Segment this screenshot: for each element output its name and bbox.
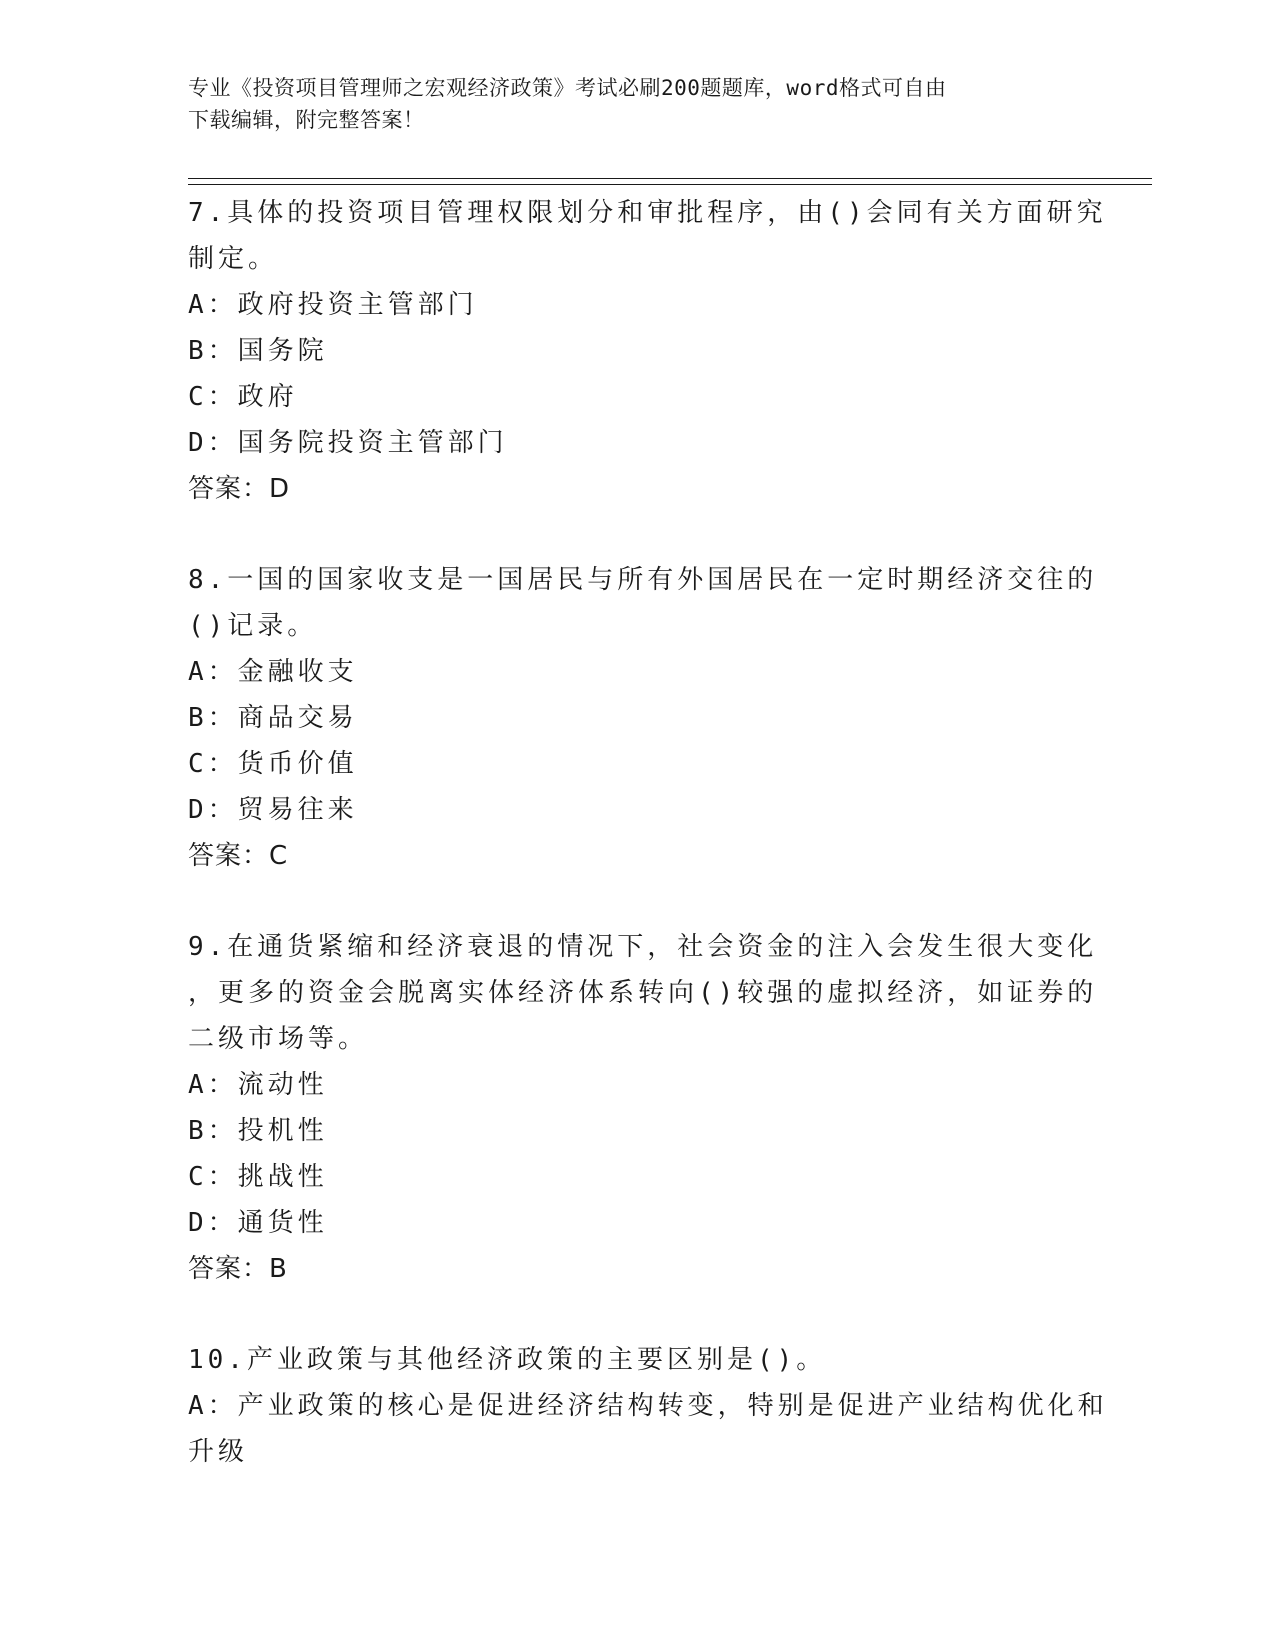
question-stem-line: 10.产业政策与其他经济政策的主要区别是()。 [188,1345,827,1375]
question-9 [188,924,1098,1292]
question-stem-line: 9.在通货紧缩和经济衰退的情况下，社会资金的注入会发生很大变化 [188,932,1098,962]
answer-label: 答案：B [188,1254,288,1284]
option-a: A：政府投资主管部门 [188,290,478,320]
question-spacer [188,1292,1088,1337]
question-stem-line: 制定。 [188,244,279,274]
question-7 [188,190,1107,512]
option-d: D：贸易往来 [188,795,358,825]
question-8 [188,557,1098,879]
header-line-1: 专业《投资项目管理师之宏观经济政策》考试必刷200题题库，word格式可自由 [188,76,947,100]
question-spacer [188,512,1088,557]
option-c: C：挑战性 [188,1162,328,1192]
option-d: D：通货性 [188,1208,328,1238]
option-a: A：金融收支 [188,657,358,687]
question-list [188,190,1108,1475]
question-stem-line: 7.具体的投资项目管理权限划分和审批程序，由()会同有关方面研究 [188,198,1107,228]
header-rule-bottom [188,184,1152,185]
option-b: B：投机性 [188,1116,328,1146]
option-c: C：货币价值 [188,749,358,779]
option-a: A：流动性 [188,1070,328,1100]
question-stem-line: ，更多的资金会脱离实体经济体系转向()较强的虚拟经济，如证券的 [188,978,1098,1008]
option-a-continued: 升级 [188,1437,249,1467]
question-stem-line: 二级市场等。 [188,1024,369,1054]
question-spacer [188,879,1088,924]
question-stem-line: 8.一国的国家收支是一国居民与所有外国居民在一定时期经济交往的 [188,565,1098,595]
option-b: B：国务院 [188,336,328,366]
option-d: D：国务院投资主管部门 [188,428,508,458]
header-line-2: 下载编辑，附完整答案！ [188,108,425,132]
question-stem-line: ()记录。 [188,611,318,641]
document-header [188,72,1068,136]
answer-label: 答案：D [188,474,291,504]
header-rule-top [188,178,1152,179]
option-a: A：产业政策的核心是促进经济结构转变，特别是促进产业结构优化和 [188,1391,1108,1421]
option-b: B：商品交易 [188,703,358,733]
option-c: C：政府 [188,382,298,412]
question-10 [188,1337,1108,1475]
answer-label: 答案：C [188,841,289,871]
